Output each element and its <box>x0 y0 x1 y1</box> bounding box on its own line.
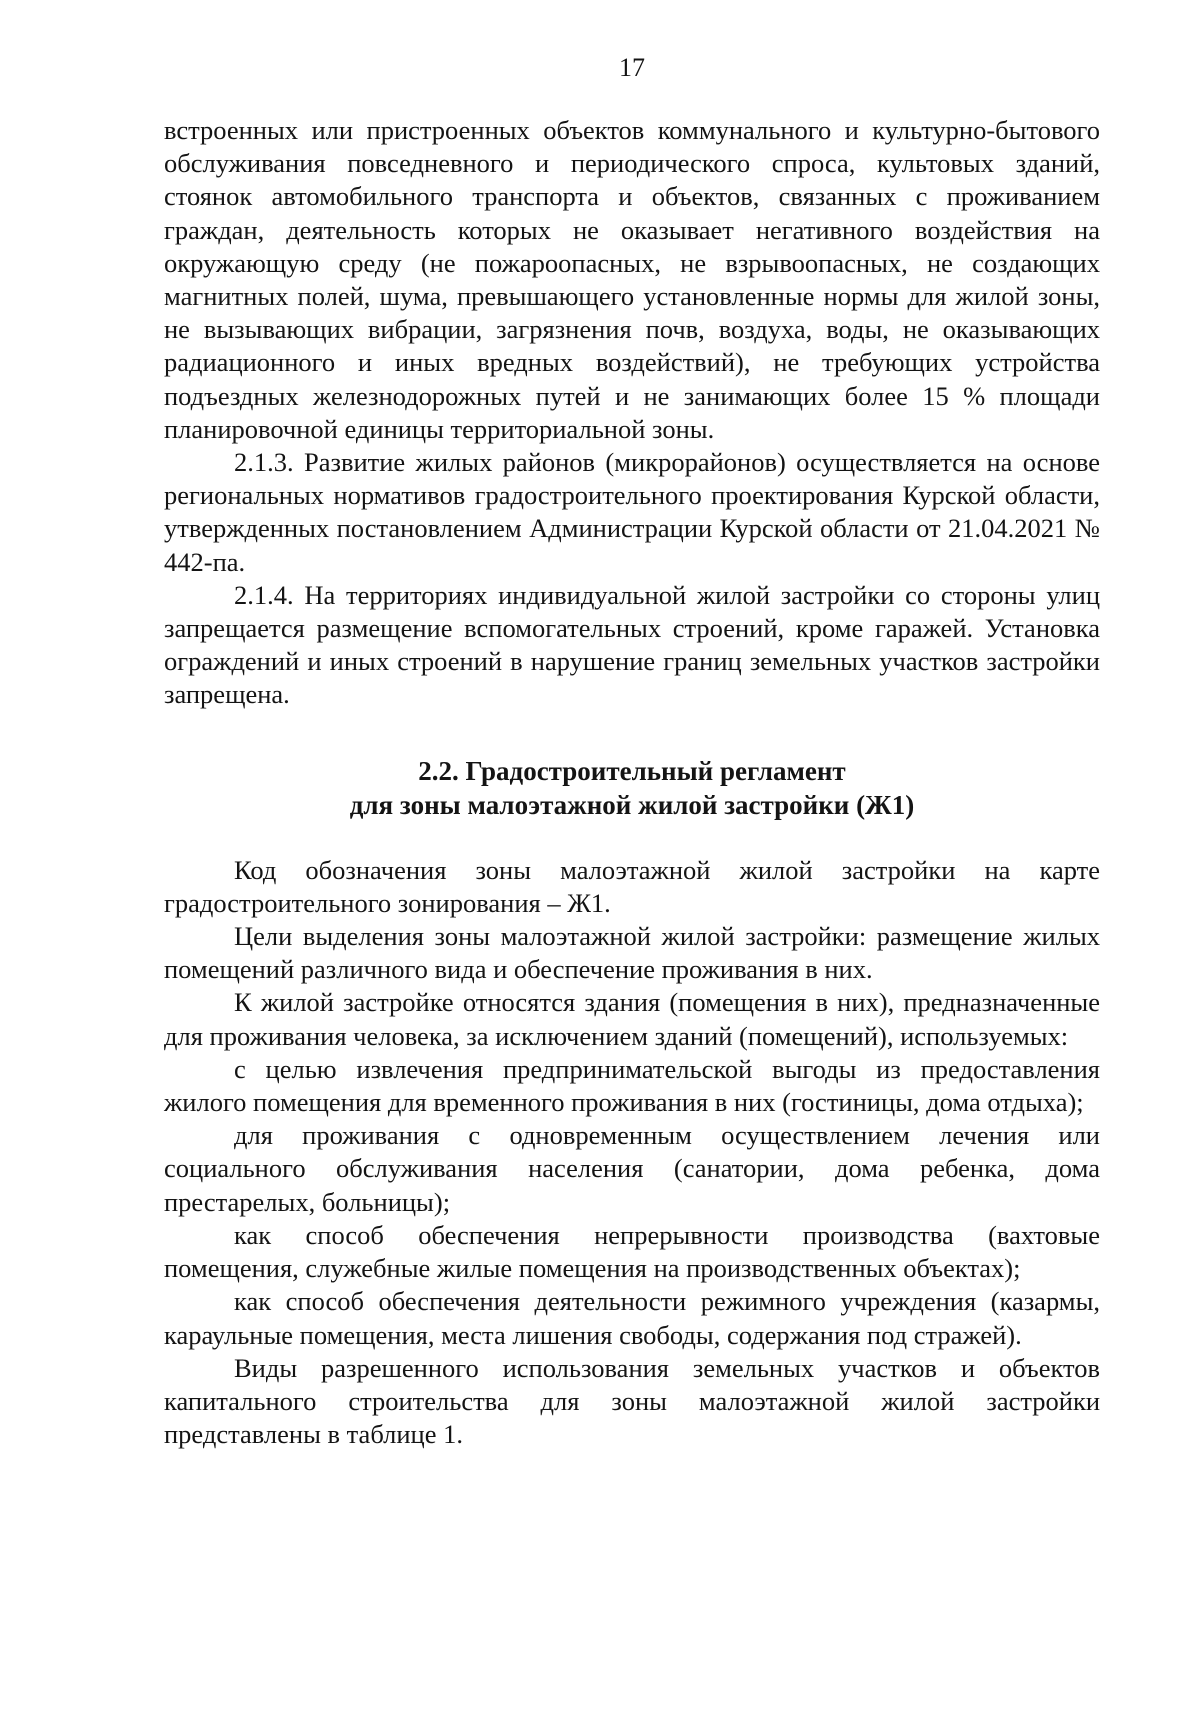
paragraph-zone-code: Код обозначения зоны малоэтажной жилой застройки на карте градостроительного зонирования – Ж1. <box>164 854 1100 918</box>
section-title-line-2: для зоны малоэтажной жилой застройки (Ж1) <box>349 789 915 820</box>
paragraph-continuation: встроенных или пристроенных объектов коммунального и культурно-бытового обслуживания повседневного и периодического спроса, культовых зданий, стоянок автомобильного транспорта и объектов, связанных с проживанием граждан, деятельность которых не оказывает негативного воздействия на окружающую среду (не пожароопасных, не взрывоопасных, не создающих магнитных полей, шума, превышающего установленные нормы для жилой зоны, не вызывающих вибрации, загрязнения почв, воздуха, воды, не оказывающих радиационного и иных вредных воздействий), не требующих устройства подъездных железнодорожных путей и не занимающих более 15 % площади планировочной единицы территориальной зоны. <box>164 115 1100 444</box>
list-item-production: как способ обеспечения непрерывности производства (вахтовые помещения, служебные жилые помещения на производственных объектах); <box>164 1219 1100 1284</box>
paragraph-residential-definition: К жилой застройке относятся здания (помещения в них), предназначенные для проживания человека, за исключением зданий (помещений), используемых: <box>164 987 1100 1051</box>
paragraph-permitted-uses: Виды разрешенного использования земельных участков и объектов капитального строительства для зоны малоэтажной жилой застройки представлены в таблице 1. <box>164 1352 1100 1450</box>
paragraph-2-1-4: 2.1.4. На территориях индивидуальной жилой застройки со стороны улиц запрещается размещение вспомогательных строений, кроме гаражей. Установка ограждений и иных строений в нарушение границ земельных участков застройки запрещена. <box>164 579 1100 710</box>
list-item-treatment: для проживания с одновременным осуществлением лечения или социального обслуживания населения (санатории, дома ребенка, дома престарелых, больницы); <box>164 1120 1100 1217</box>
list-item-regime: как способ обеспечения деятельности режимного учреждения (казармы, караульные помещения, места лишения свободы, содержания под стражей). <box>164 1286 1100 1350</box>
paragraph-zone-goals: Цели выделения зоны малоэтажной жилой застройки: размещение жилых помещений различного вида и обеспечение проживания в них. <box>164 921 1100 985</box>
section-title-line-1: 2.2. Градостроительный регламент <box>418 755 846 786</box>
list-item-profit: с целью извлечения предпринимательской выгоды из предоставления жилого помещения для временного проживания в них (гостиницы, дома отдыха); <box>164 1053 1100 1118</box>
document-page <box>164 52 1100 1451</box>
paragraph-2-1-3: 2.1.3. Развитие жилых районов (микрорайонов) осуществляется на основе региональных нормативов градостроительного проектирования Курской области, утвержденных постановлением Администрации Курской области от 21.04.2021 № 442-па. <box>164 447 1100 577</box>
page-number: 17 <box>619 53 645 82</box>
section-heading <box>164 754 1100 822</box>
